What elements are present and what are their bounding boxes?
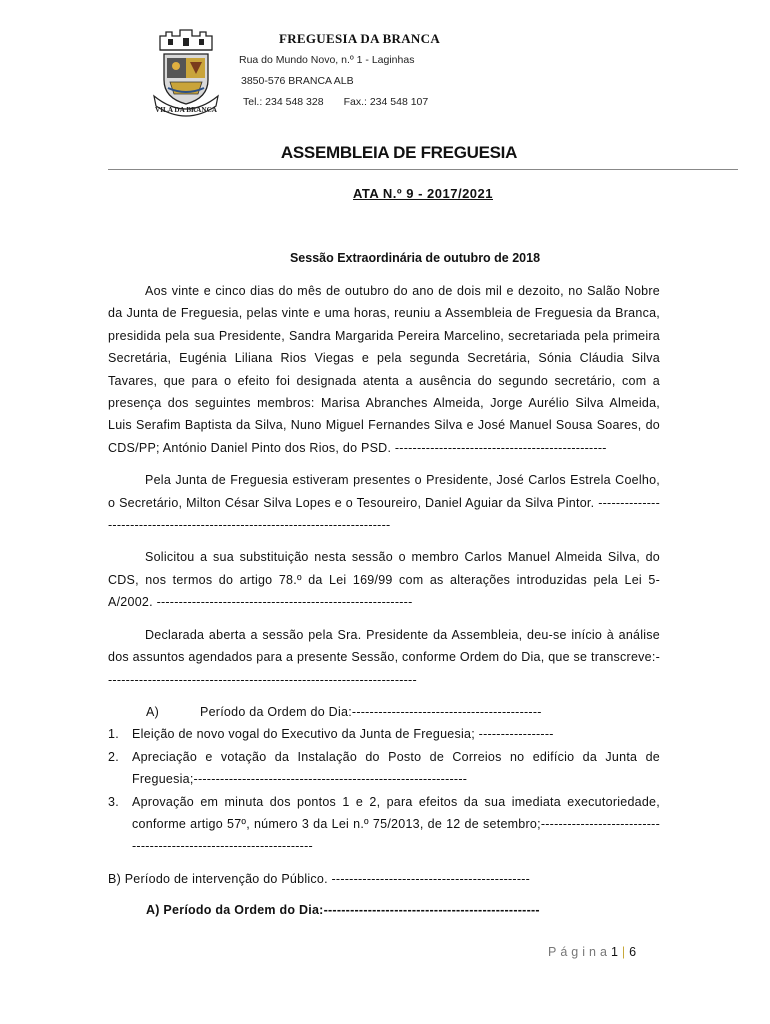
parish-contacts: [243, 96, 428, 108]
parish-crest-logo: [150, 26, 222, 120]
header-divider: [108, 169, 738, 170]
parish-postal-code: 3850-576 BRANCA ALB: [241, 75, 354, 87]
page-footer: [548, 945, 636, 959]
minutes-body: [108, 280, 660, 922]
paragraph-junta-presence: Pela Junta de Freguesia estiveram presentes o Presidente, José Carlos Estrela Coelho, o Secretário, Milton César Silva Lopes e o Tesoureiro, Daniel Aguiar da Silva Pintor. ------------------------------------------------------------------------------: [108, 473, 660, 533]
agenda-item: [108, 746, 660, 791]
parish-name: FREGUESIA DA BRANCA: [279, 31, 441, 46]
crest-motto: VILA DA BRANCA: [155, 106, 217, 114]
agenda-item: [108, 791, 660, 858]
agenda-item-number: 3.: [108, 794, 119, 809]
parish-address: Rua do Mundo Novo, n.º 1 - Laginhas: [239, 54, 415, 66]
paragraph-attendance: Aos vinte e cinco dias do mês de outubro do ano de dois mil e dezoito, no Salão Nobre da Junta de Freguesia, pelas vinte e uma horas, reuniu a Assembleia de Freguesia da Branca, presidida pela sua Presidente, Sandra Margarida Pereira Marcelino, secretariada pela primeira Secretária, Eugénia Liliana Rios Viegas e pela segunda Secretária, Sónia Cláudia Silva Tavares, que para o efeito foi designada atenta a ausência do segundo secretário, com a presença dos seguintes membros: Marisa Abranches Almeida, Jorge Aurélio Silva Almeida, Luis Serafim Baptista da Silva, Nuno Miguel Fernandes Silva e José Manuel Sousa Soares, do CDS/PP; António Daniel Pinto dos Rios, do PSD. ------------------------------------------------: [108, 284, 660, 455]
agenda-item-number: 1.: [108, 727, 119, 742]
agenda-section-a-label: A): [146, 704, 159, 719]
page-separator: |: [621, 945, 626, 959]
phone-number: Tel.: 234 548 328: [243, 96, 324, 108]
total-pages: 6: [629, 945, 637, 959]
agenda-section-b: B) Período de intervenção do Público. ---------------------------------------------: [108, 871, 531, 886]
fax-number: Fax.: 234 548 107: [343, 96, 429, 108]
agenda-item: [108, 723, 660, 745]
agenda-item-text: Eleição de novo vogal do Executivo da Junta de Freguesia; -----------------: [132, 727, 554, 742]
session-title: Sessão Extraordinária de outubro de 2018: [289, 251, 541, 265]
paragraph-opening: Declarada aberta a sessão pela Sra. Presidente da Assembleia, deu-se início à análise dos assuntos agendados para a presente Sessão, conforme Ordem do Dia, que se transcreve:-----------------------------------------------------------------------: [108, 627, 660, 687]
agenda-item-text: Apreciação e votação da Instalação do Posto de Correios no edifício da Junta de Freguesia;--------------------------------------------------------------: [132, 749, 660, 787]
agenda-item-number: 2.: [108, 749, 119, 764]
section-a-heading: A) Período da Ordem do Dia:-------------------------------------------------: [146, 903, 540, 918]
assembly-title: ASSEMBLEIA DE FREGUESIA: [280, 143, 518, 162]
agenda-item-text: Aprovação em minuta dos pontos 1 e 2, para efeitos da sua imediata executoriedade, conforme artigo 57º, número 3 da Lei n.º 75/2013, de 12 de setembro;--------------------------------------------------------------------: [132, 794, 660, 854]
page-word: Página: [548, 945, 611, 959]
paragraph-substitution: Solicitou a sua substituição nesta sessão o membro Carlos Manuel Almeida Silva, do CDS, nos termos do artigo 78.º da Lei 169/99 com as alterações introduzidas pela Lei 5-A/2002. ----------------------------------------------------------: [108, 550, 660, 610]
page-number: 1: [610, 945, 618, 959]
minutes-title: ATA N.º 9 - 2017/2021: [352, 186, 493, 201]
agenda-section-a-text: Período da Ordem do Dia:-------------------------------------------: [200, 704, 542, 719]
agenda-section-a: [108, 701, 660, 723]
